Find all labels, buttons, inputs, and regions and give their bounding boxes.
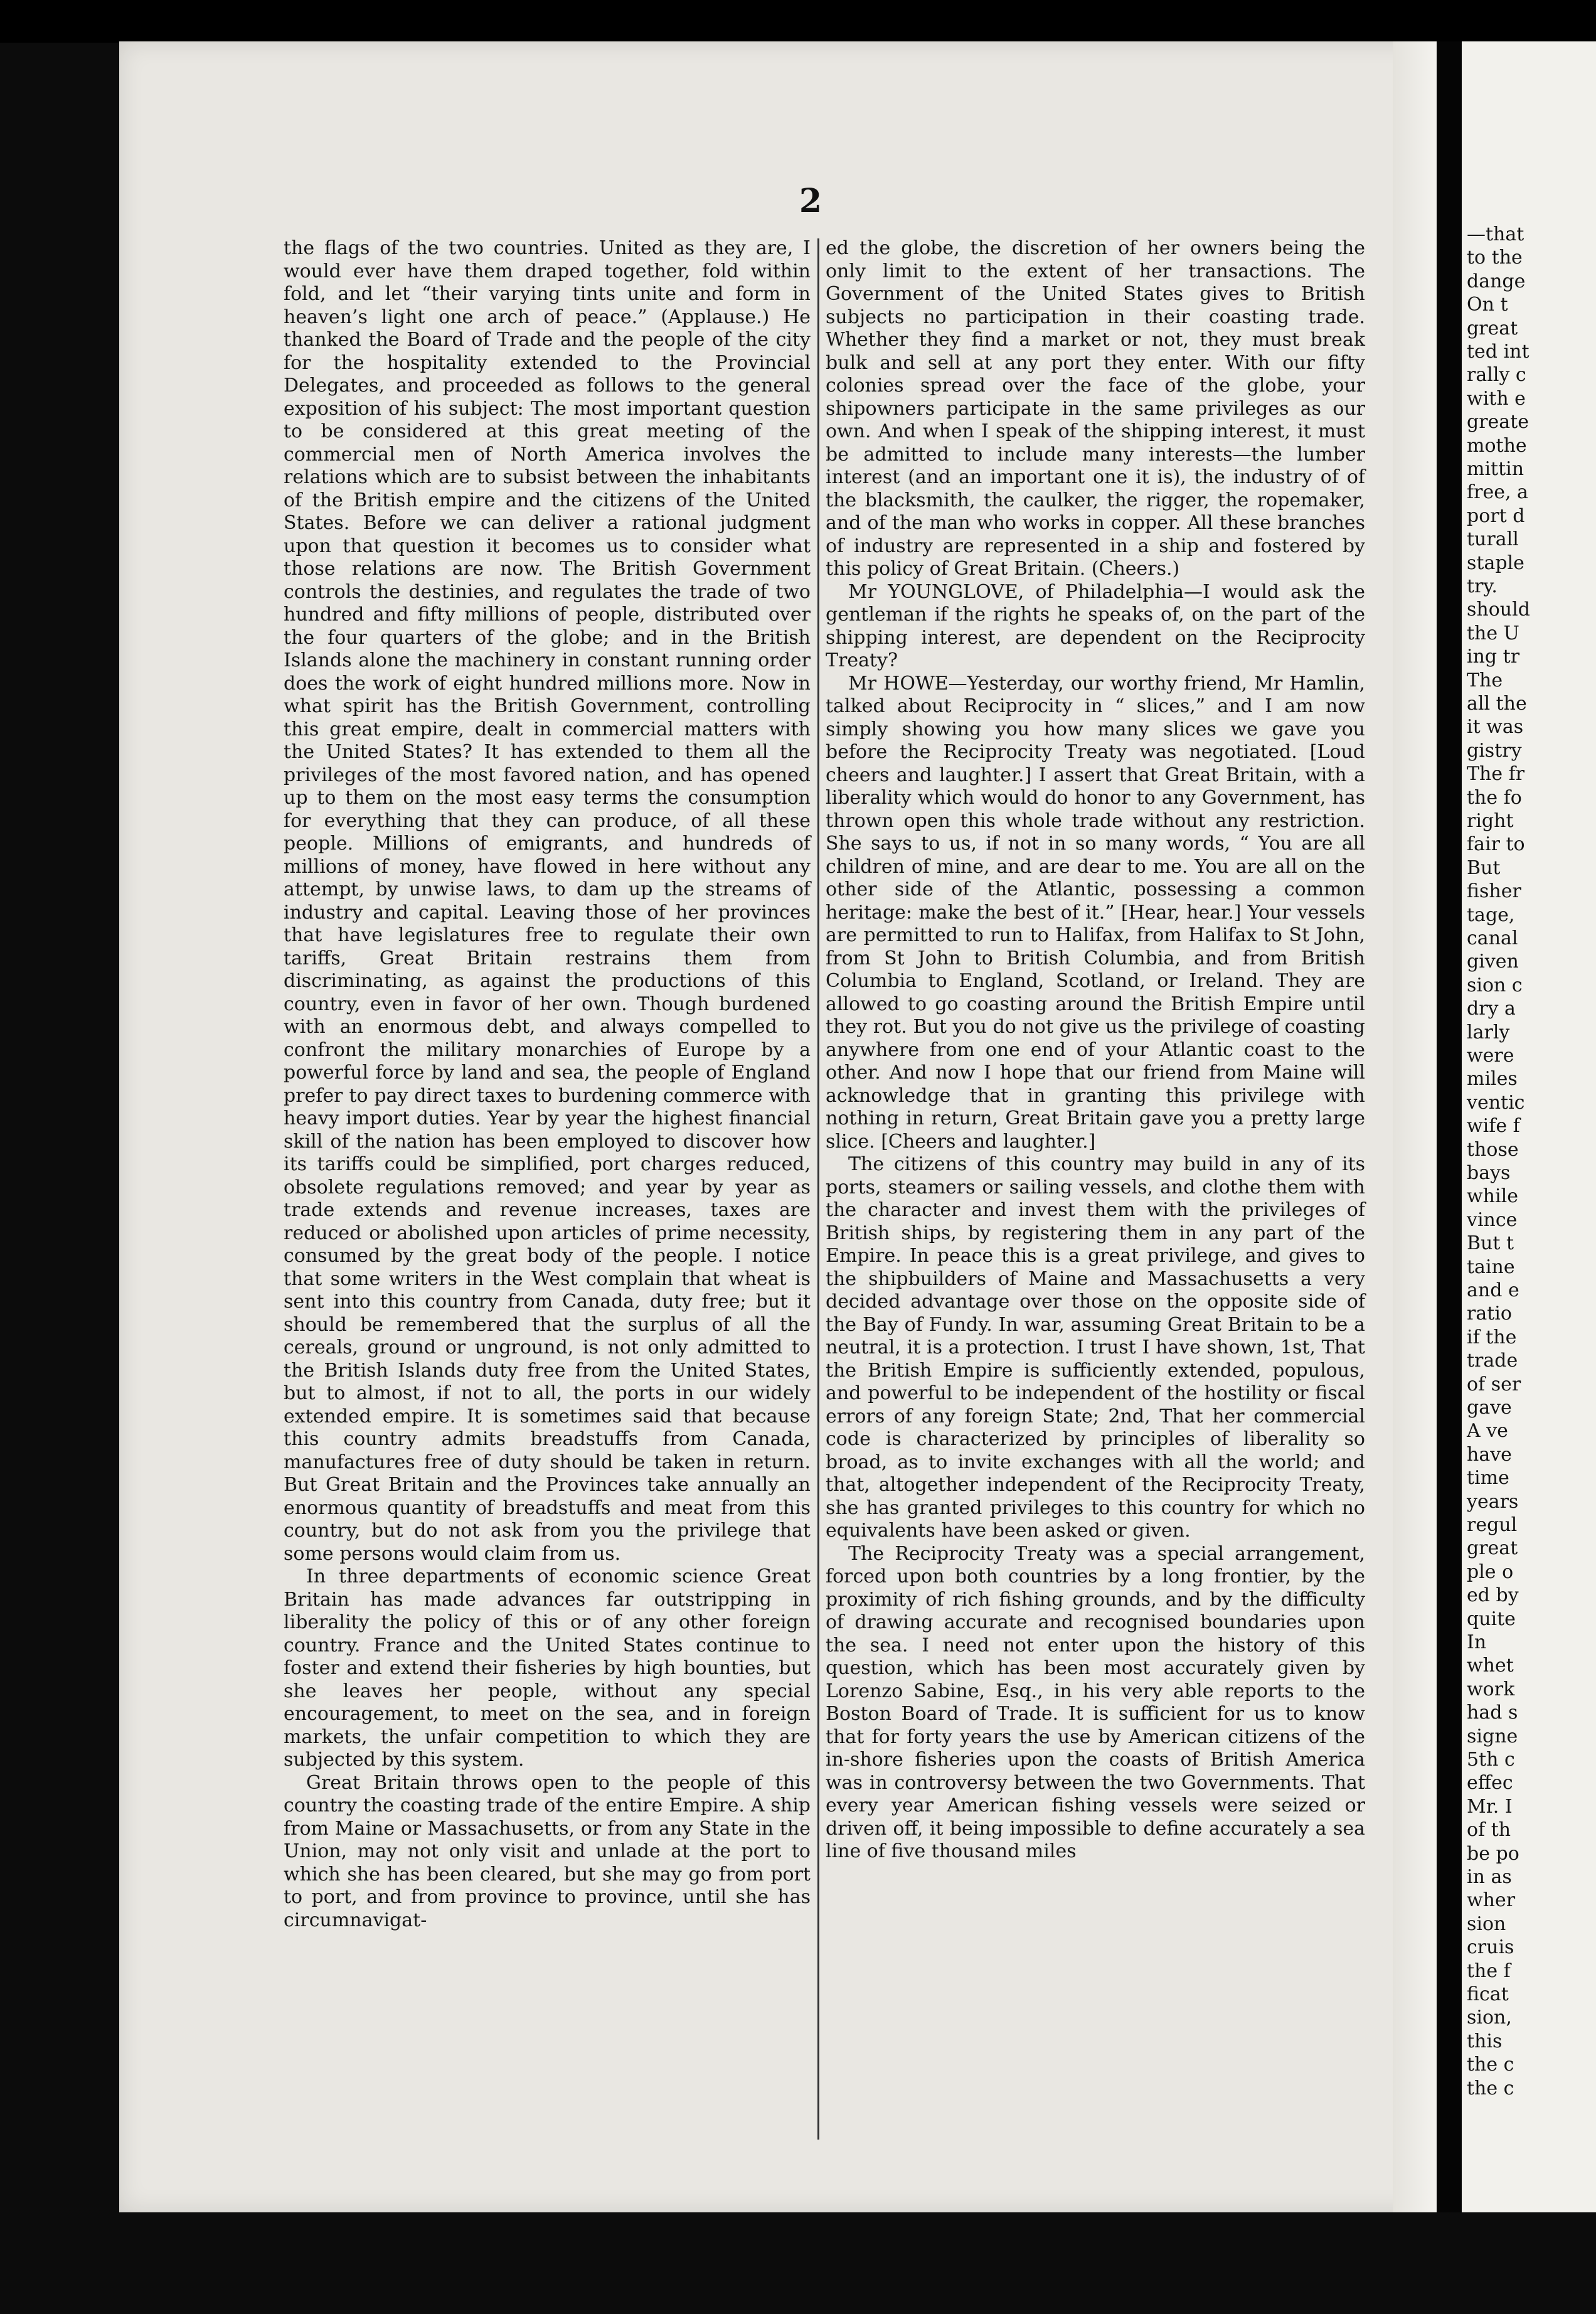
adjacent-page-line: given <box>1467 951 1519 973</box>
paragraph: Mr YOUNGLOVE, of Philadelphia—I would ask the gentleman if the rights he speaks of, on the part of the shipping interest, are dependent on the Reciprocity Treaty? <box>826 580 1365 671</box>
paragraph: Mr HOWE—Yesterday, our worthy friend, Mr Hamlin, talked about Reciprocity in “ slices,” and I am now simply showing you how many slices we gave you before the Reciprocity Treaty was negotiated. [Loud cheers and laughter.] I assert that Great Britain, with a liberality which would do honor to any Government, has thrown open this whole trade without any restriction. She says to us, if not in so many words, “ You are all children of mine, and are dear to me. You are all on the other side of the Atlantic, possessing a common heritage: make the best of it.” [Hear, hear.] Your vessels are permitted to run to Halifax, from Halifax to St John, from St John to British Columbia, and from British Columbia to England, Scotland, or Ireland. They are allowed to go coasting around the British Empire until they rot. But you do not give us the privilege of coasting anywhere from one end of your Atlantic coast to the other. And now I hope that our friend from Maine will acknowledge that in granting this privilege with nothing in return, Great Britain gave you a pretty large slice. [Cheers and laughter.] <box>826 672 1365 1153</box>
adjacent-page-line: ventic <box>1467 1091 1525 1114</box>
adjacent-page-line: work <box>1467 1678 1515 1700</box>
adjacent-page-line: the f <box>1467 1959 1511 1982</box>
adjacent-page-line: dry a <box>1467 998 1516 1020</box>
adjacent-page-line: 5th c <box>1467 1749 1515 1771</box>
adjacent-page-line: right <box>1467 810 1514 832</box>
adjacent-page-line: ted int <box>1467 341 1530 363</box>
adjacent-page-line: fisher <box>1467 880 1521 903</box>
adjacent-page-line: ficat <box>1467 1983 1509 2005</box>
adjacent-page-line: quite <box>1467 1608 1516 1630</box>
adjacent-page-line: gave <box>1467 1397 1512 1419</box>
adjacent-page-line: had s <box>1467 1702 1518 1724</box>
paragraph: The Reciprocity Treaty was a special arrangement, forced upon both countries by a long frontier, by the proximity of rich fishing grounds, and by the difficulty of drawing accurate and recognised boundaries upon the sea. I need not enter upon the history of this question, which has been most accurately given by Lorenzo Sabine, Esq., in his very able reports to the Boston Board of Trade. It is sufficient for us to know that for forty years the use by American citizens of the in-shore fisheries upon the coasts of British America was in controversy between the two Governments. That every year American fishing vessels were seized or driven off, it being impossible to define accurately a sea line of five thousand miles <box>826 1542 1365 1862</box>
adjacent-page-line: rally c <box>1467 364 1526 387</box>
adjacent-page-line: this <box>1467 2030 1503 2052</box>
page-number: 2 <box>799 182 822 220</box>
adjacent-page-line: In <box>1467 1631 1487 1653</box>
adjacent-page-line: regul <box>1467 1514 1518 1536</box>
adjacent-page-line: mittin <box>1467 458 1524 480</box>
adjacent-page-line: free, a <box>1467 481 1528 504</box>
left-column <box>284 237 811 1932</box>
top-border <box>0 0 1596 43</box>
paragraph: the flags of the two countries. United as they are, I would ever have them draped together, fold within fold, and let “their varying tints unite and form in heaven’s light one arch of peace.” (Applause.) He thanked the Board of Trade and the people of the city for the hospitality extended to the Provincial Delegates, and proceeded as follows to the general exposition of his subject: The most important question to be considered at this great meeting of the commercial men of North America involves the relations which are to subsist between the inhabitants of the British empire and the citizens of the United States. Before we can deliver a rational judgment upon that question it becomes us to consider what those relations are now. The British Government controls the destinies, and regulates the trade of two hundred and fifty millions of people, distributed over the four quarters of the globe; and in the British Islands alone the machinery in constant running order does the work of eight hundred millions more. Now in what spirit has the British Government, controlling this great empire, dealt in commercial matters with the United States? It has extended to them all the privileges of the most favored nation, and has opened up to them on the most easy terms the consumption for everything that they can produce, of all these people. Millions of emigrants, and hundreds of millions of money, have flowed in here without any attempt, by unwise laws, to dam up the streams of industry and capital. Leaving those of her provinces that have legislatures free to regulate their own tariffs, Great Britain restrains them from discriminating, as against the productions of this country, even in favor of her own. Though burdened with an enormous debt, and always compelled to confront the military monarchies of Europe by a powerful force by land and sea, the people of England prefer to pay direct taxes to burdening commerce with heavy import duties. Year by year the highest financial skill of the nation has been employed to discover how its tariffs could be simplified, port charges reduced, obsolete regulations removed; and year by year as trade extends and revenue increases, taxes are reduced or abolished upon articles of prime necessity, consumed by the great body of the people. I notice that some writers in the West complain that wheat is sent into this country from Canada, duty free; but it should be remembered that the surplus of all the cereals, ground or unground, is not only admitted to the British Islands duty free from the United States, but to almost, if not to all, the ports in our widely extended empire. It is sometimes said that because this country admits breadstuffs from Canada, manufactures free of duty should be taken in return. But Great Britain and the Provinces take annually an enormous quantity of breadstuffs and meat from this country, but do not ask from you the privilege that some persons would claim from us. <box>284 237 811 1565</box>
paragraph: The citizens of this country may build in any of its ports, steamers or sailing vessels, and clothe them with the character and invest them with the privileges of British ships, by registering them in any part of the Empire. In peace this is a great privilege, and gives to the shipbuilders of Maine and Massachusetts a very decided advantage over those on the opposite side of the Bay of Fundy. In war, assuming Great Britain to be a neutral, it is a protection. I trust I have shown, 1st, That the British Empire is sufficiently extended, populous, and powerful to be independent of the hostility or fiscal errors of any foreign State; 2nd, That her commercial code is characterized by principles of liberality so broad, as to invite exchanges with all the world; and that, altogether independent of the Reciprocity Treaty, she has granted privileges to this country for which no equivalents have been asked or given. <box>826 1153 1365 1542</box>
adjacent-page-line: bays <box>1467 1162 1511 1184</box>
adjacent-page-line: vince <box>1467 1208 1518 1231</box>
adjacent-page-line: all the <box>1467 693 1527 715</box>
adjacent-page-line: dange <box>1467 270 1526 292</box>
adjacent-page-line: canal <box>1467 927 1518 949</box>
adjacent-page-line: cruis <box>1467 1936 1514 1959</box>
adjacent-page-line: while <box>1467 1185 1518 1208</box>
adjacent-page-line: try. <box>1467 575 1498 597</box>
adjacent-page-line: fair to <box>1467 833 1525 856</box>
adjacent-page-line: the c <box>1467 2054 1514 2076</box>
book-gutter <box>1437 41 1462 2212</box>
adjacent-page-line: ple o <box>1467 1560 1514 1583</box>
adjacent-page-line: the c <box>1467 2077 1514 2099</box>
adjacent-page-line: great <box>1467 317 1518 339</box>
adjacent-page-line: years <box>1467 1490 1519 1513</box>
adjacent-page-line: should <box>1467 599 1530 621</box>
adjacent-page-line: A ve <box>1467 1420 1508 1442</box>
adjacent-page-line: tage, <box>1467 904 1515 926</box>
adjacent-page-line: the U <box>1467 622 1519 644</box>
column-rule <box>817 238 819 2140</box>
adjacent-page-line: of th <box>1467 1819 1511 1842</box>
adjacent-page-line: sion c <box>1467 974 1523 996</box>
adjacent-page-line: trade <box>1467 1350 1518 1372</box>
page-edge <box>1393 41 1437 2212</box>
adjacent-page-line: ing tr <box>1467 646 1520 668</box>
adjacent-page-line: Mr. I <box>1467 1795 1513 1818</box>
adjacent-page-line: But t <box>1467 1232 1514 1255</box>
adjacent-page-line: it was <box>1467 716 1524 738</box>
adjacent-page-line: whet <box>1467 1655 1514 1677</box>
adjacent-page-line: the fo <box>1467 786 1522 809</box>
adjacent-page-line: time <box>1467 1467 1509 1490</box>
adjacent-page <box>1462 41 1596 2212</box>
adjacent-page-line: gistry <box>1467 739 1522 762</box>
adjacent-page-line: ed by <box>1467 1584 1519 1607</box>
adjacent-page-line: wife f <box>1467 1115 1520 1138</box>
adjacent-page-line: of ser <box>1467 1373 1521 1395</box>
adjacent-page-line: to the <box>1467 247 1523 269</box>
adjacent-page-line: with e <box>1467 387 1526 410</box>
adjacent-page-line: On t <box>1467 294 1508 316</box>
adjacent-page-line: were <box>1467 1045 1514 1067</box>
adjacent-page-line: larly <box>1467 1021 1510 1043</box>
adjacent-page-line: great <box>1467 1537 1518 1560</box>
adjacent-page-line: The <box>1467 669 1503 691</box>
middle-column <box>826 237 1365 1863</box>
adjacent-page-line: miles <box>1467 1068 1518 1090</box>
adjacent-page-line: The fr <box>1467 763 1525 786</box>
adjacent-page-line: port d <box>1467 504 1525 527</box>
paragraph: Great Britain throws open to the people of this country the coasting trade of the entire Empire. A ship from Maine or Massachusetts, or from any State in the Union, may not only visit and unlade at the port to which she has been cleared, but she may go from port to port, and from province to province, until she has circumnavigat- <box>284 1771 811 1931</box>
adjacent-page-line: if the <box>1467 1326 1517 1348</box>
adjacent-page-line: greate <box>1467 411 1529 434</box>
adjacent-page-line: wher <box>1467 1889 1516 1912</box>
adjacent-page-line: sion <box>1467 1912 1506 1935</box>
adjacent-page-line: signe <box>1467 1725 1518 1747</box>
adjacent-page-line: —that <box>1467 223 1524 245</box>
adjacent-page-line: mothe <box>1467 434 1527 457</box>
adjacent-page-line: be po <box>1467 1842 1519 1865</box>
adjacent-page-line: turall <box>1467 528 1519 551</box>
adjacent-page-line: effec <box>1467 1772 1513 1794</box>
adjacent-page-line: ratio <box>1467 1303 1512 1325</box>
adjacent-page-line: those <box>1467 1138 1519 1161</box>
adjacent-page-line: But <box>1467 856 1501 879</box>
adjacent-page-line: taine <box>1467 1256 1515 1278</box>
adjacent-page-line: staple <box>1467 552 1524 574</box>
paragraph: In three departments of economic science Great Britain has made advances far outstripping in liberality the policy of this or of any other foreign country. France and the United States continue to foster and extend their fisheries by high bounties, but she leaves her people, without any special encouragement, to meet on the sea, and in foreign markets, the unfair competition to which they are subjected by this system. <box>284 1565 811 1771</box>
adjacent-page-line: sion, <box>1467 2007 1512 2029</box>
adjacent-page-line: in as <box>1467 1866 1512 1888</box>
paragraph: ed the globe, the discretion of her owners being the only limit to the extent of her transactions. The Government of the United States gives to British subjects no participation in their coasting trade. Whether they find a market or not, they must break bulk and sell at any port they enter. With our fifty colonies spread over the face of the globe, your shipowners participate in the same privileges as our own. And when I speak of the shipping interest, it must be admitted to include many interests—the lumber interest (and an important one it is), the industry of of the blacksmith, the caulker, the rigger, the ropemaker, and of the man who works in copper. All these branches of industry are represented in a ship and fostered by this policy of Great Britain. (Cheers.) <box>826 237 1365 580</box>
adjacent-page-line: have <box>1467 1443 1512 1466</box>
adjacent-page-line: and e <box>1467 1279 1519 1301</box>
